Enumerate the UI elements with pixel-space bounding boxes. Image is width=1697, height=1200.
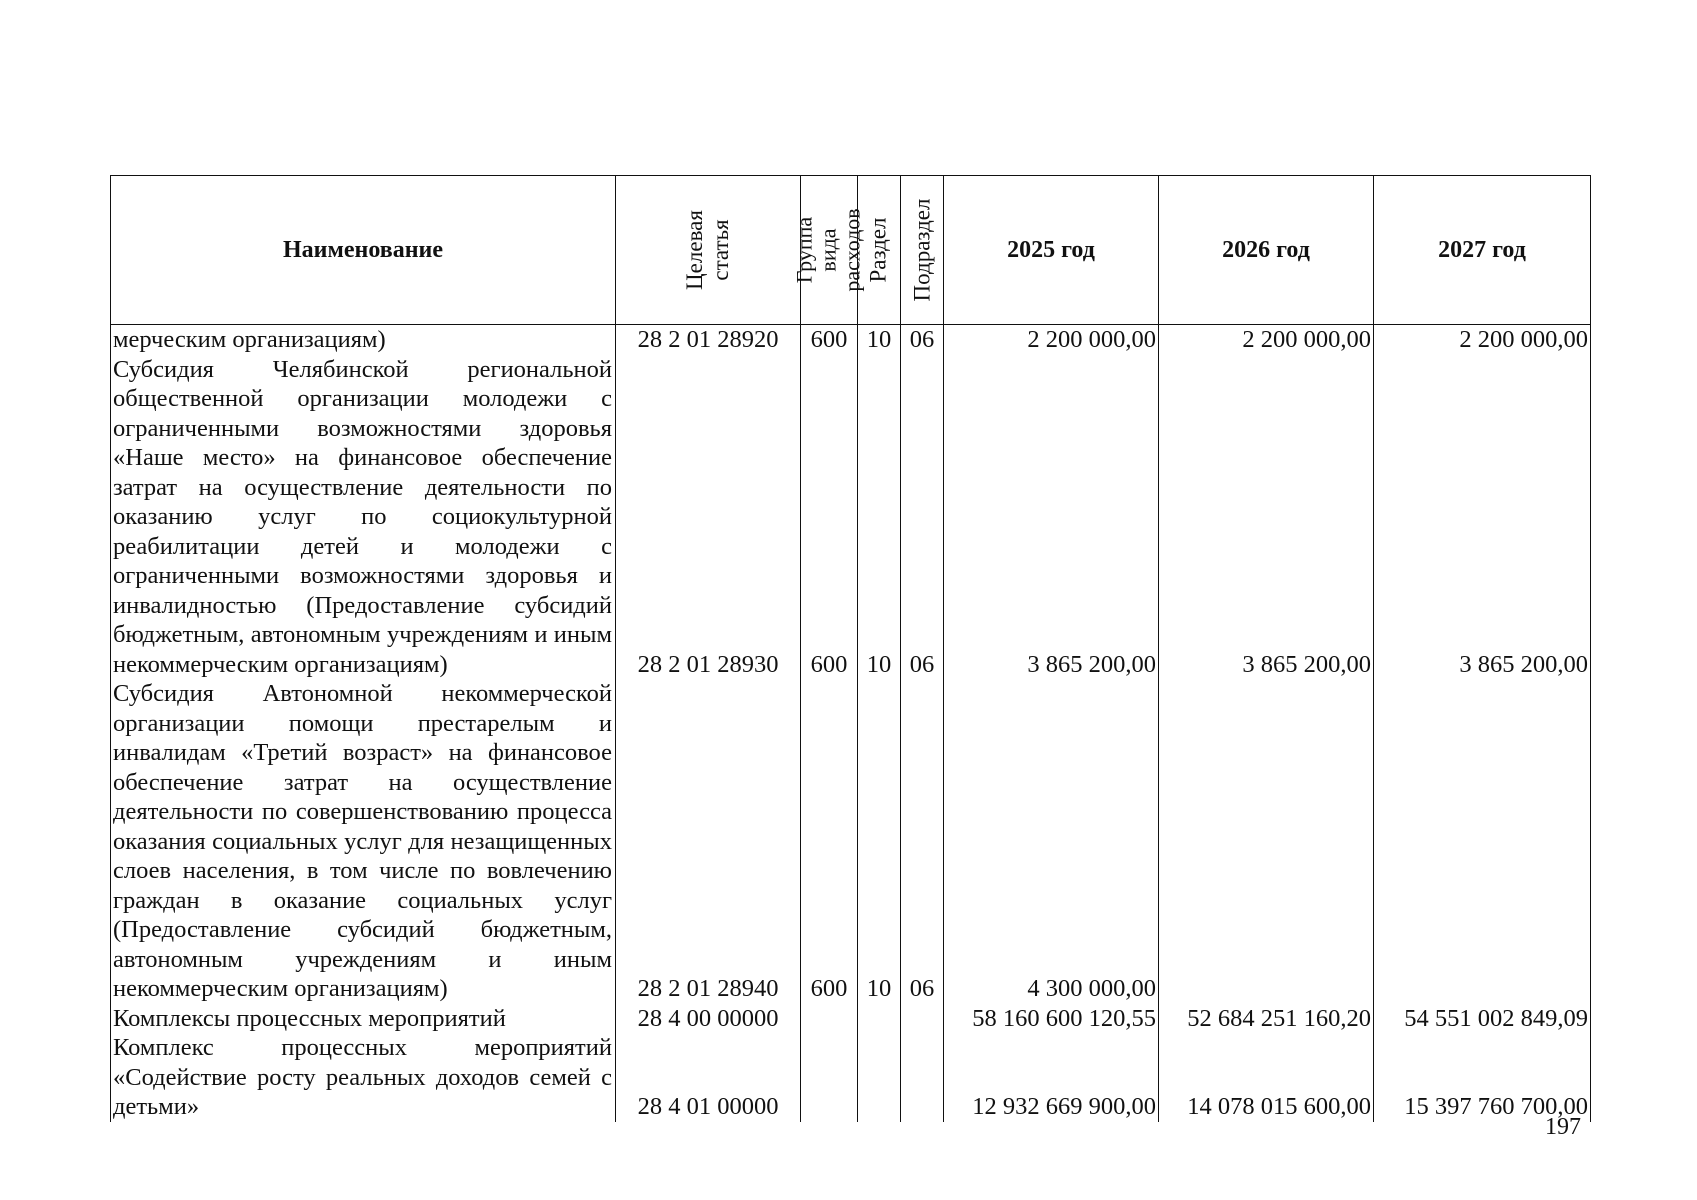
row-2026: 3 865 200,00 — [1159, 355, 1374, 680]
row-section — [858, 1033, 901, 1122]
header-2025: 2025 год — [944, 176, 1159, 325]
row-section: 10 — [858, 325, 901, 355]
table-row — [111, 1033, 1591, 1122]
row-2025: 12 932 669 900,00 — [944, 1033, 1159, 1122]
header-subsection-label: Подраздел — [909, 198, 935, 302]
table-row — [111, 1004, 1591, 1034]
row-name: Субсидия Челябинской региональной общественной организации молодежи с ограниченными возможностями здоровья «Наше место» на финансовое обеспечение затрат на осуществление деятельности по оказанию услуг по социокультурной реабилитации детей и молодежи с ограниченными возможностями здоровья и инвалидностью (Предоставление субсидий бюджетным, автономным учреждениям и иным некоммерческим организациям) — [111, 355, 616, 680]
row-group: 600 — [801, 679, 858, 1004]
row-subsection: 06 — [901, 679, 944, 1004]
row-2027: 15 397 760 700,00 — [1374, 1033, 1591, 1122]
header-group-label: Группа вида расходов — [792, 208, 865, 292]
row-2025: 4 300 000,00 — [944, 679, 1159, 1004]
row-2026: 14 078 015 600,00 — [1159, 1033, 1374, 1122]
table-row — [111, 355, 1591, 680]
row-name: мерческим организациям) — [111, 325, 616, 355]
row-subsection — [901, 1033, 944, 1122]
row-group: 600 — [801, 325, 858, 355]
row-name: Субсидия Автономной некоммерческой организации помощи престарелым и инвалидам «Третий возраст» на финансовое обеспечение затрат на осуществление деятельности по совершенствованию процесса оказания социальных услуг для незащищенных слоев населения, в том числе по вовлечению граждан в оказание социальных услуг (Предоставление субсидий бюджетным, автономным учреждениям и иным некоммерческим организациям) — [111, 679, 616, 1004]
row-2026: 52 684 251 160,20 — [1159, 1004, 1374, 1034]
row-subsection: 06 — [901, 325, 944, 355]
row-2026: 2 200 000,00 — [1159, 325, 1374, 355]
row-target: 28 4 01 00000 — [616, 1033, 801, 1122]
row-section: 10 — [858, 679, 901, 1004]
row-section — [858, 1004, 901, 1034]
row-2026 — [1159, 679, 1374, 1004]
row-2027: 2 200 000,00 — [1374, 325, 1591, 355]
header-section-label: Раздел — [866, 217, 891, 283]
row-group — [801, 1033, 858, 1122]
row-name: Комплексы процессных мероприятий — [111, 1004, 616, 1034]
header-2026: 2026 год — [1159, 176, 1374, 325]
page-number: 197 — [1545, 1114, 1581, 1140]
row-name: Комплекс процессных мероприятий «Содействие росту реальных доходов семей с детьми» — [111, 1033, 616, 1122]
header-target-label: Целевая статья — [682, 210, 733, 290]
row-2025: 3 865 200,00 — [944, 355, 1159, 680]
row-2025: 2 200 000,00 — [944, 325, 1159, 355]
row-target: 28 2 01 28940 — [616, 679, 801, 1004]
row-2027 — [1374, 679, 1591, 1004]
row-subsection — [901, 1004, 944, 1034]
row-2027: 54 551 002 849,09 — [1374, 1004, 1591, 1034]
budget-table — [110, 175, 1591, 1122]
header-name: Наименование — [111, 176, 616, 325]
row-target: 28 2 01 28930 — [616, 355, 801, 680]
header-group — [792, 176, 865, 325]
row-group — [801, 1004, 858, 1034]
row-subsection: 06 — [901, 355, 944, 680]
header-target — [616, 176, 801, 325]
row-2027: 3 865 200,00 — [1374, 355, 1591, 680]
header-2027: 2027 год — [1374, 176, 1591, 325]
header-subsection — [901, 176, 944, 325]
table-row — [111, 325, 1591, 355]
table-header-row — [111, 176, 1591, 325]
row-target: 28 4 00 00000 — [616, 1004, 801, 1034]
row-section: 10 — [858, 355, 901, 680]
row-target: 28 2 01 28920 — [616, 325, 801, 355]
table-row — [111, 679, 1591, 1004]
row-2025: 58 160 600 120,55 — [944, 1004, 1159, 1034]
row-group: 600 — [801, 355, 858, 680]
